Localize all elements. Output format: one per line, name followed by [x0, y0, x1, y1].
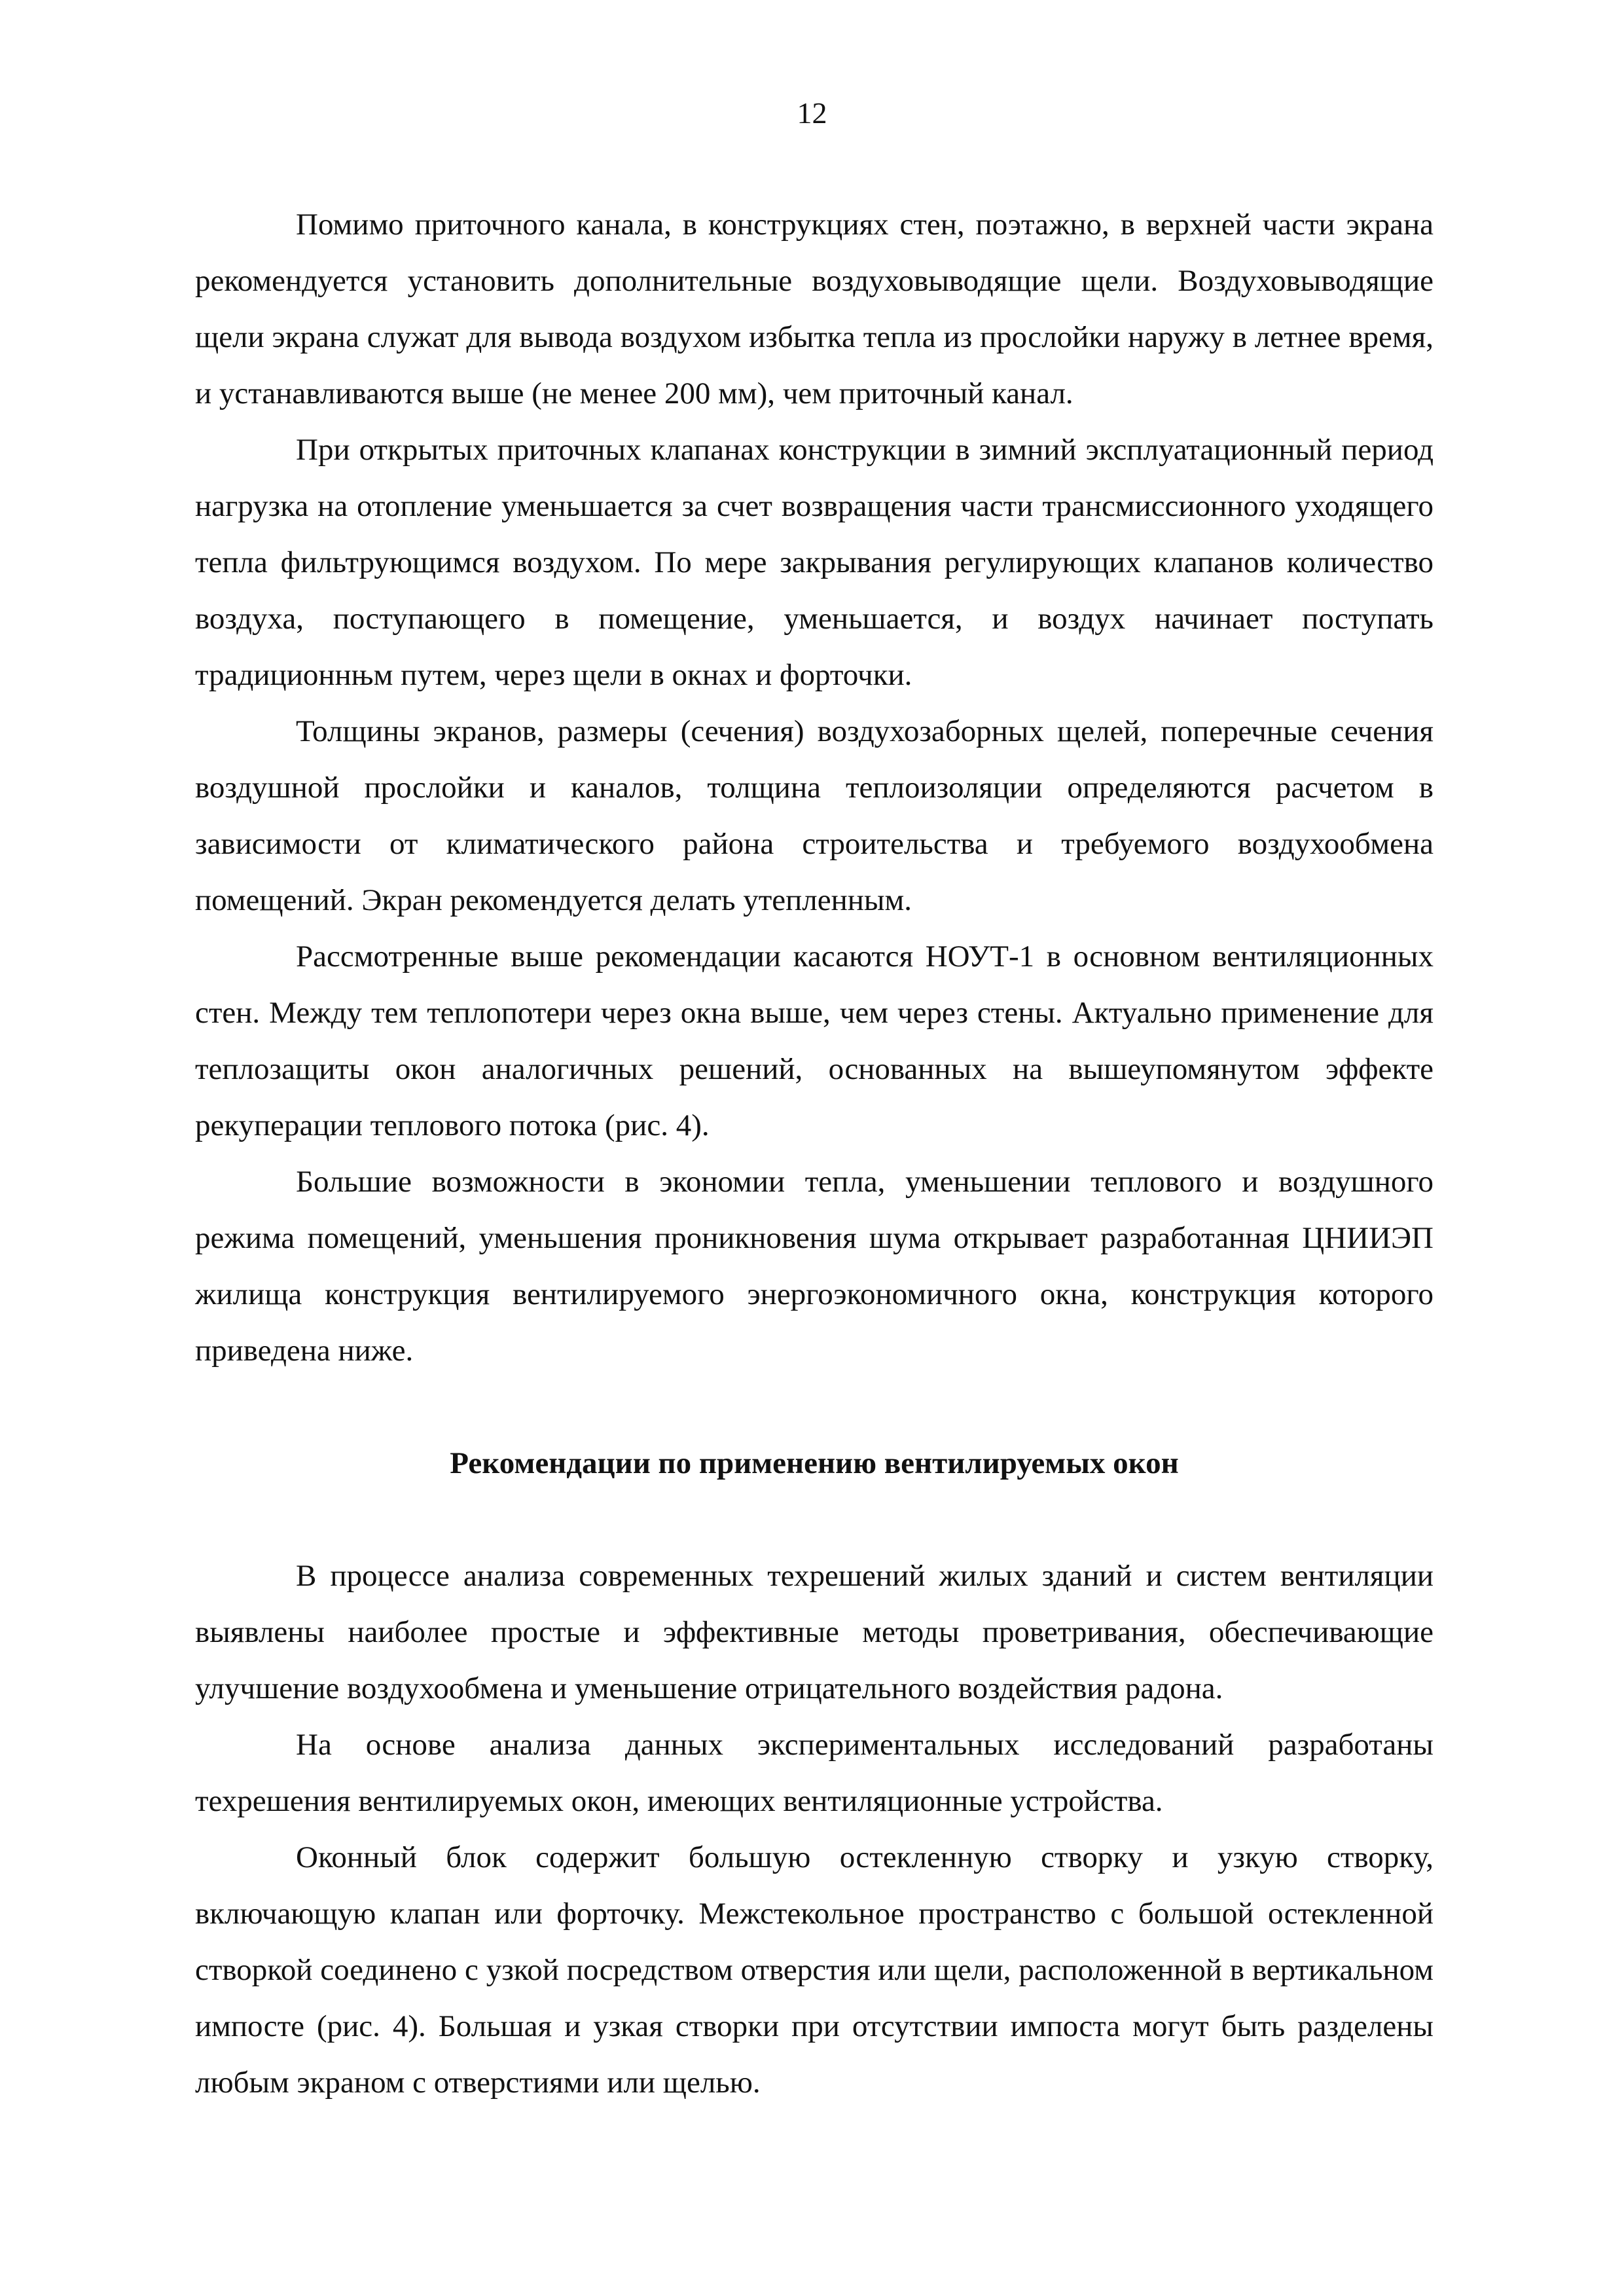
paragraph-ventilated-window: Большие возможности в экономии тепла, уменьшении теплового и воздушного режима помещений, уменьшения проникновения шума открывает разработанная ЦНИИЭП жилища конструкция вентилируемого энергоэкономичного окна, конструкция которого приведена ниже.: [195, 1165, 1434, 1368]
paragraph-analysis: В процессе анализа современных техрешений жилых зданий и систем вентиляции выявлены наиболее простые и эффективные методы проветривания, обеспечивающие улучшение воздухообмена и уменьшение отрицательного воздействия радона.: [195, 1559, 1434, 1705]
section-heading: Рекомендации по применению вентилируемых окон: [450, 1446, 1179, 1480]
paragraph-techsolutions: На основе анализа данных экспериментальных исследований разработаны техрешения вентилируемых окон, имеющих вентиляционные устройства.: [195, 1728, 1434, 1818]
paragraph-recommendations: Рассмотренные выше рекомендации касаются НОУТ-1 в основном вентиляционных стен. Между тем теплопотери через окна выше, чем через стены. Актуально применение для теплозащиты окон аналогичных решений, основанных на вышеупомянутом эффекте рекуперации теплового потока (рис. 4).: [195, 939, 1434, 1142]
document-body: [195, 196, 1434, 2111]
paragraph-supply-valves: При открытых приточных клапанах конструкции в зимний эксплуатационный период нагрузка на отопление уменьшается за счет возвращения части трансмиссионного уходящего тепла фильтрующимся воздухом. По мере закрывания регулирующих клапанов количество воздуха, поступающего в помещение, уменьшается, и воздух начинает поступать традиционнњм путем, через щели в окнах и форточки.: [195, 433, 1434, 692]
page-number: 12: [797, 96, 827, 130]
paragraph-window-block: Оконный блок содержит большую остекленную створку и узкую створку, включающую клапан или форточку. Межстекольное пространство с большой остекленной створкой соединено с узкой посредством отверстия или щели, расположенной в вертикальном импосте (рис. 4). Большая и узкая створки при отсутствии импоста могут быть разделены любым экраном с отверстиями или щелью.: [195, 1840, 1434, 2100]
paragraph-supply-channel: Помимо приточного канала, в конструкциях стен, поэтажно, в верхней части экрана рекомендуется установить дополнительные воздуховыводящие щели. Воздуховыводящие щели экрана служат для вывода воздухом избытка тепла из прослойки наружу в летнее время, и устанавливаются выше (не менее 200 мм), чем приточный канал.: [195, 208, 1434, 410]
paragraph-screen-thickness: Толщины экранов, размеры (сечения) воздухозаборных щелей, поперечные сечения воздушной прослойки и каналов, толщина теплоизоляции определяются расчетом в зависимости от климатического района строительства и требуемого воздухообмена помещений. Экран рекомендуется делать утепленным.: [195, 714, 1434, 917]
